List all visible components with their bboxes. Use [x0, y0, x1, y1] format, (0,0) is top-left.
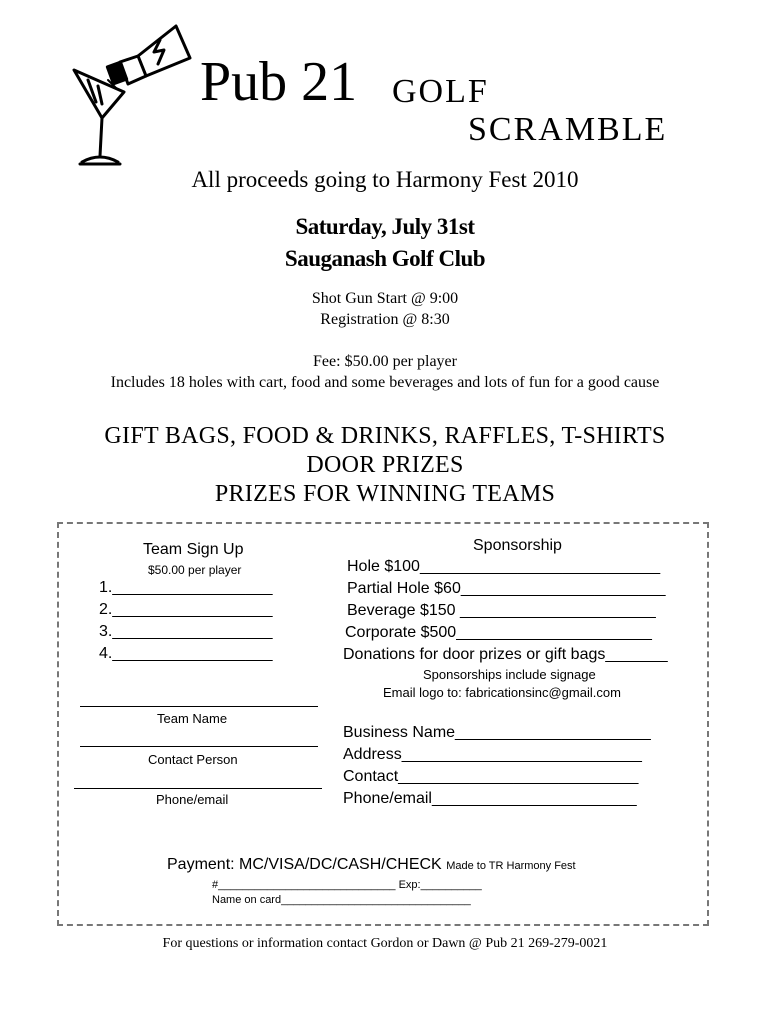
contact-person-label: Contact Person — [148, 752, 238, 767]
team-signup-title: Team Sign Up — [143, 541, 244, 558]
shotgun-start: Shot Gun Start @ 9:00 — [311, 290, 459, 307]
highlight-door-prizes: DOOR PRIZES — [306, 452, 464, 478]
title-golf: GOLF — [392, 73, 489, 110]
proceeds-line: All proceeds going to Harmony Fest 2010 — [191, 167, 579, 192]
highlight-winning-teams: PRIZES FOR WINNING TEAMS — [214, 481, 556, 507]
player-line-3[interactable]: 3.__________________ — [99, 623, 273, 640]
title-pub-21: Pub 21 — [200, 51, 358, 113]
cocktail-shaker-illustration — [68, 18, 198, 173]
event-venue: Sauganash Golf Club — [284, 246, 486, 271]
business-phone-email-field[interactable]: Phone/email_______________________ — [343, 790, 637, 807]
title-scramble: SCRAMBLE — [468, 111, 668, 148]
address-field[interactable]: Address___________________________ — [343, 746, 642, 763]
highlight-gifts: GIFT BAGS, FOOD & DRINKS, RAFFLES, T-SHIRTS — [104, 423, 666, 449]
sponsor-beverage[interactable]: Beverage $150 ______________________ — [347, 602, 656, 619]
includes-line: Includes 18 holes with cart, food and some beverages and lots of fun for a good cause — [110, 374, 660, 391]
team-name-label: Team Name — [157, 711, 228, 726]
sponsor-hole[interactable]: Hole $100___________________________ — [347, 558, 661, 575]
business-name-field[interactable]: Business Name______________________ — [343, 724, 651, 741]
payment-note: Made to TR Harmony Fest — [446, 860, 576, 872]
email-logo-note: Email logo to: fabricationsinc@gmail.com — [383, 685, 621, 700]
player-line-1[interactable]: 1.__________________ — [99, 579, 273, 596]
player-line-2[interactable]: 2.__________________ — [99, 601, 273, 618]
card-number-line[interactable]: #_____________________________ Exp:__________ — [212, 879, 482, 891]
sponsorship-title: Sponsorship — [473, 537, 562, 554]
name-on-card-line[interactable]: Name on card_______________________________ — [212, 894, 471, 906]
contact-field[interactable]: Contact___________________________ — [343, 768, 639, 785]
footer-contact: For questions or information contact Gordon or Dawn @ Pub 21 269-279-0021 — [162, 936, 608, 951]
sponsor-donations[interactable]: Donations for door prizes or gift bags_______ — [343, 646, 668, 663]
phone-email-line[interactable] — [74, 788, 322, 789]
contact-person-line[interactable] — [80, 746, 318, 747]
sponsor-corporate[interactable]: Corporate $500______________________ — [345, 624, 652, 641]
player-line-4[interactable]: 4.__________________ — [99, 645, 273, 662]
payment-label: Payment: MC/VISA/DC/CASH/CHECK — [167, 856, 442, 873]
signage-note: Sponsorships include signage — [423, 667, 596, 682]
payment-methods — [167, 856, 576, 874]
fee-line: Fee: $50.00 per player — [313, 353, 457, 370]
team-signup-price: $50.00 per player — [148, 563, 242, 577]
registration-time: Registration @ 8:30 — [320, 311, 450, 328]
sponsor-partial-hole[interactable]: Partial Hole $60_______________________ — [347, 580, 666, 597]
team-name-line[interactable] — [80, 706, 318, 707]
phone-email-label: Phone/email — [156, 792, 229, 807]
event-date: Saturday, July 31st — [295, 214, 475, 239]
